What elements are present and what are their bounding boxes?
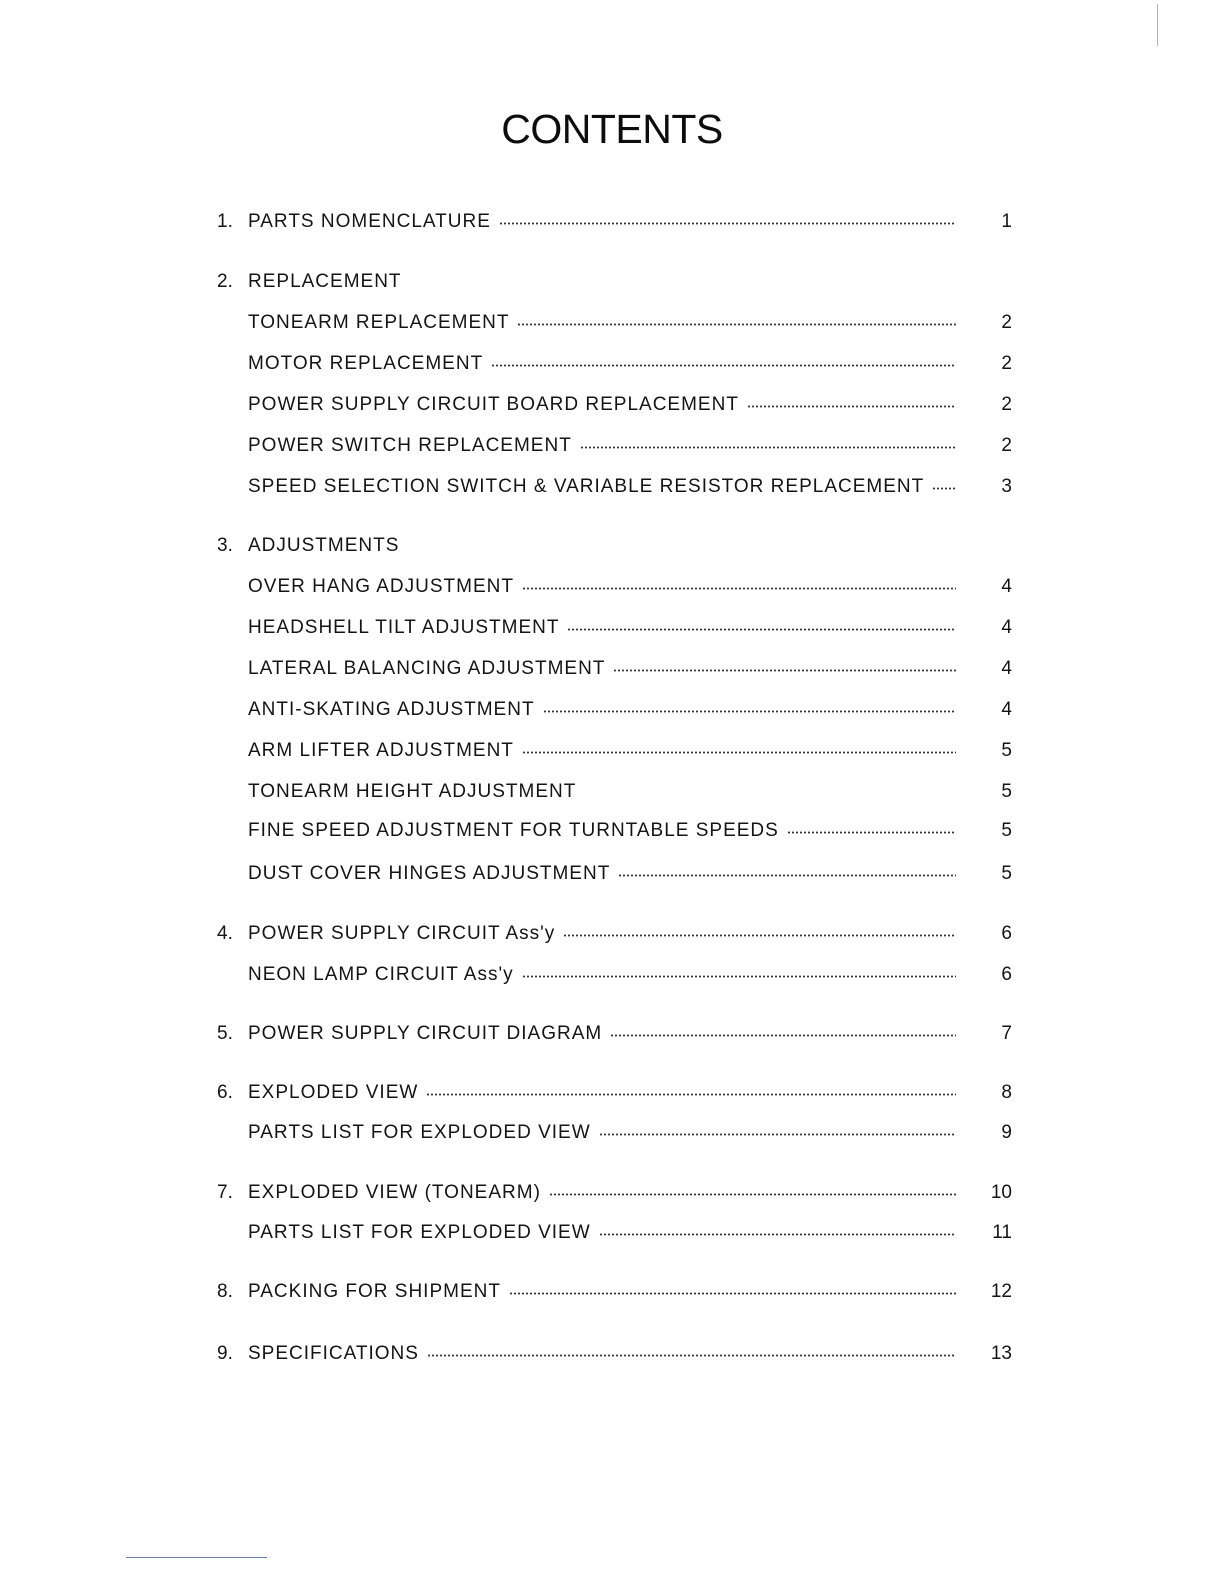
- toc-entry[interactable]: [217, 818, 1012, 844]
- toc-section-2[interactable]: [217, 269, 1012, 295]
- toc-entry[interactable]: [217, 1120, 1012, 1146]
- section-number: 6.: [217, 1082, 233, 1103]
- page-number: 9: [1001, 1122, 1012, 1143]
- page-number: 6: [1001, 964, 1012, 985]
- toc-section-7[interactable]: [217, 1180, 1012, 1206]
- page-number: 4: [1001, 617, 1012, 638]
- dot-leader: [563, 934, 956, 937]
- toc-entry[interactable]: [217, 310, 1012, 336]
- toc-entry[interactable]: [217, 697, 1012, 723]
- toc-section-1[interactable]: [217, 209, 1012, 235]
- toc-entry[interactable]: [217, 656, 1012, 682]
- entry-title: NEON LAMP CIRCUIT Ass'y: [248, 964, 514, 985]
- toc-entry[interactable]: [217, 392, 1012, 418]
- page-number: 2: [1001, 353, 1012, 374]
- section-number: 3.: [217, 535, 233, 556]
- dot-leader: [499, 222, 956, 225]
- dot-leader: [427, 1354, 956, 1357]
- toc-entry[interactable]: [217, 962, 1012, 988]
- entry-title: PARTS LIST FOR EXPLODED VIEW: [248, 1122, 591, 1143]
- toc-entry[interactable]: [217, 1220, 1012, 1246]
- section-title: ADJUSTMENTS: [248, 535, 400, 556]
- section-number: 5.: [217, 1023, 233, 1044]
- section-title: POWER SUPPLY CIRCUIT DIAGRAM: [248, 1023, 603, 1044]
- entry-title: POWER SWITCH REPLACEMENT: [248, 435, 572, 456]
- entry-title: ANTI-SKATING ADJUSTMENT: [248, 699, 535, 720]
- section-title: SPECIFICATIONS: [248, 1343, 419, 1364]
- entry-title: MOTOR REPLACEMENT: [248, 353, 484, 374]
- page-number: 11: [992, 1222, 1012, 1243]
- dot-leader: [599, 1133, 956, 1136]
- dot-leader: [747, 405, 956, 408]
- dot-leader: [787, 831, 956, 834]
- section-number: 8.: [217, 1281, 233, 1302]
- dot-leader: [610, 1034, 956, 1037]
- section-number: 9.: [217, 1343, 233, 1364]
- page-number: 2: [1001, 312, 1012, 333]
- page-number: 7: [1001, 1023, 1012, 1044]
- section-number: 1.: [217, 211, 233, 232]
- section-title: PARTS NOMENCLATURE: [248, 211, 491, 232]
- page-number: 2: [1001, 394, 1012, 415]
- toc-section-9[interactable]: [217, 1341, 1012, 1367]
- dot-leader: [584, 792, 956, 795]
- dot-leader: [543, 710, 956, 713]
- entry-title: POWER SUPPLY CIRCUIT BOARD REPLACEMENT: [248, 394, 739, 415]
- page-number: 3: [1001, 476, 1012, 497]
- page-number: 4: [1001, 699, 1012, 720]
- entry-title: DUST COVER HINGES ADJUSTMENT: [248, 863, 611, 884]
- entry-title: LATERAL BALANCING ADJUSTMENT: [248, 658, 606, 679]
- dot-leader: [491, 364, 956, 367]
- page-number: 8: [1001, 1082, 1012, 1103]
- page-number: 5: [1001, 820, 1012, 841]
- entry-title: SPEED SELECTION SWITCH & VARIABLE RESISTOR REPLACEMENT: [248, 476, 925, 497]
- section-title: EXPLODED VIEW: [248, 1082, 419, 1103]
- dot-leader: [522, 587, 956, 590]
- entry-title: TONEARM REPLACEMENT: [248, 312, 510, 333]
- entry-title: ARM LIFTER ADJUSTMENT: [248, 740, 514, 761]
- section-title: REPLACEMENT: [248, 271, 402, 292]
- toc-entry[interactable]: [217, 861, 1012, 887]
- page-number: 13: [990, 1343, 1012, 1364]
- page-number: 2: [1001, 435, 1012, 456]
- toc-entry[interactable]: [217, 738, 1012, 764]
- toc-entry[interactable]: [217, 574, 1012, 600]
- dot-leader: [509, 1292, 956, 1295]
- dot-leader: [932, 487, 956, 490]
- page-number: 12: [990, 1281, 1012, 1302]
- dot-leader: [599, 1233, 956, 1236]
- toc-entry[interactable]: [217, 474, 1012, 500]
- toc-entry[interactable]: [217, 433, 1012, 459]
- section-title: PACKING FOR SHIPMENT: [248, 1281, 501, 1302]
- section-title: EXPLODED VIEW (TONEARM): [248, 1182, 541, 1203]
- page-number: 5: [1001, 781, 1012, 802]
- entry-title: OVER HANG ADJUSTMENT: [248, 576, 514, 597]
- page-number: 1: [1001, 211, 1012, 232]
- dot-leader: [567, 628, 956, 631]
- page-number: 6: [1001, 923, 1012, 944]
- entry-title: TONEARM HEIGHT ADJUSTMENT: [248, 781, 577, 802]
- dot-leader: [426, 1093, 956, 1096]
- dot-leader: [613, 669, 956, 672]
- entry-title: FINE SPEED ADJUSTMENT FOR TURNTABLE SPEEDS: [248, 820, 779, 841]
- dot-leader: [517, 323, 956, 326]
- toc-section-5[interactable]: [217, 1021, 1012, 1047]
- page-number: 4: [1001, 576, 1012, 597]
- dot-leader: [522, 751, 956, 754]
- dot-leader: [522, 975, 956, 978]
- dot-leader: [618, 874, 956, 877]
- section-title: POWER SUPPLY CIRCUIT Ass'y: [248, 923, 556, 944]
- toc-section-4[interactable]: [217, 921, 1012, 947]
- entry-title: HEADSHELL TILT ADJUSTMENT: [248, 617, 560, 638]
- page-number: 10: [990, 1182, 1012, 1203]
- page-number: 5: [1001, 740, 1012, 761]
- section-number: 4.: [217, 923, 233, 944]
- page-title: CONTENTS: [501, 106, 723, 152]
- page-number: 4: [1001, 658, 1012, 679]
- page-number: 5: [1001, 863, 1012, 884]
- entry-title: PARTS LIST FOR EXPLODED VIEW: [248, 1222, 591, 1243]
- dot-leader: [549, 1193, 956, 1196]
- section-number: 7.: [217, 1182, 233, 1203]
- toc-section-3[interactable]: [217, 533, 1012, 559]
- section-number: 2.: [217, 271, 233, 292]
- toc-section-8[interactable]: [217, 1279, 1012, 1305]
- footer-rule: [126, 1557, 267, 1558]
- dot-leader: [580, 446, 956, 449]
- toc-entry[interactable]: [217, 615, 1012, 641]
- toc-entry[interactable]: [217, 351, 1012, 377]
- toc-entry[interactable]: [217, 779, 1012, 805]
- toc-section-6[interactable]: [217, 1080, 1012, 1106]
